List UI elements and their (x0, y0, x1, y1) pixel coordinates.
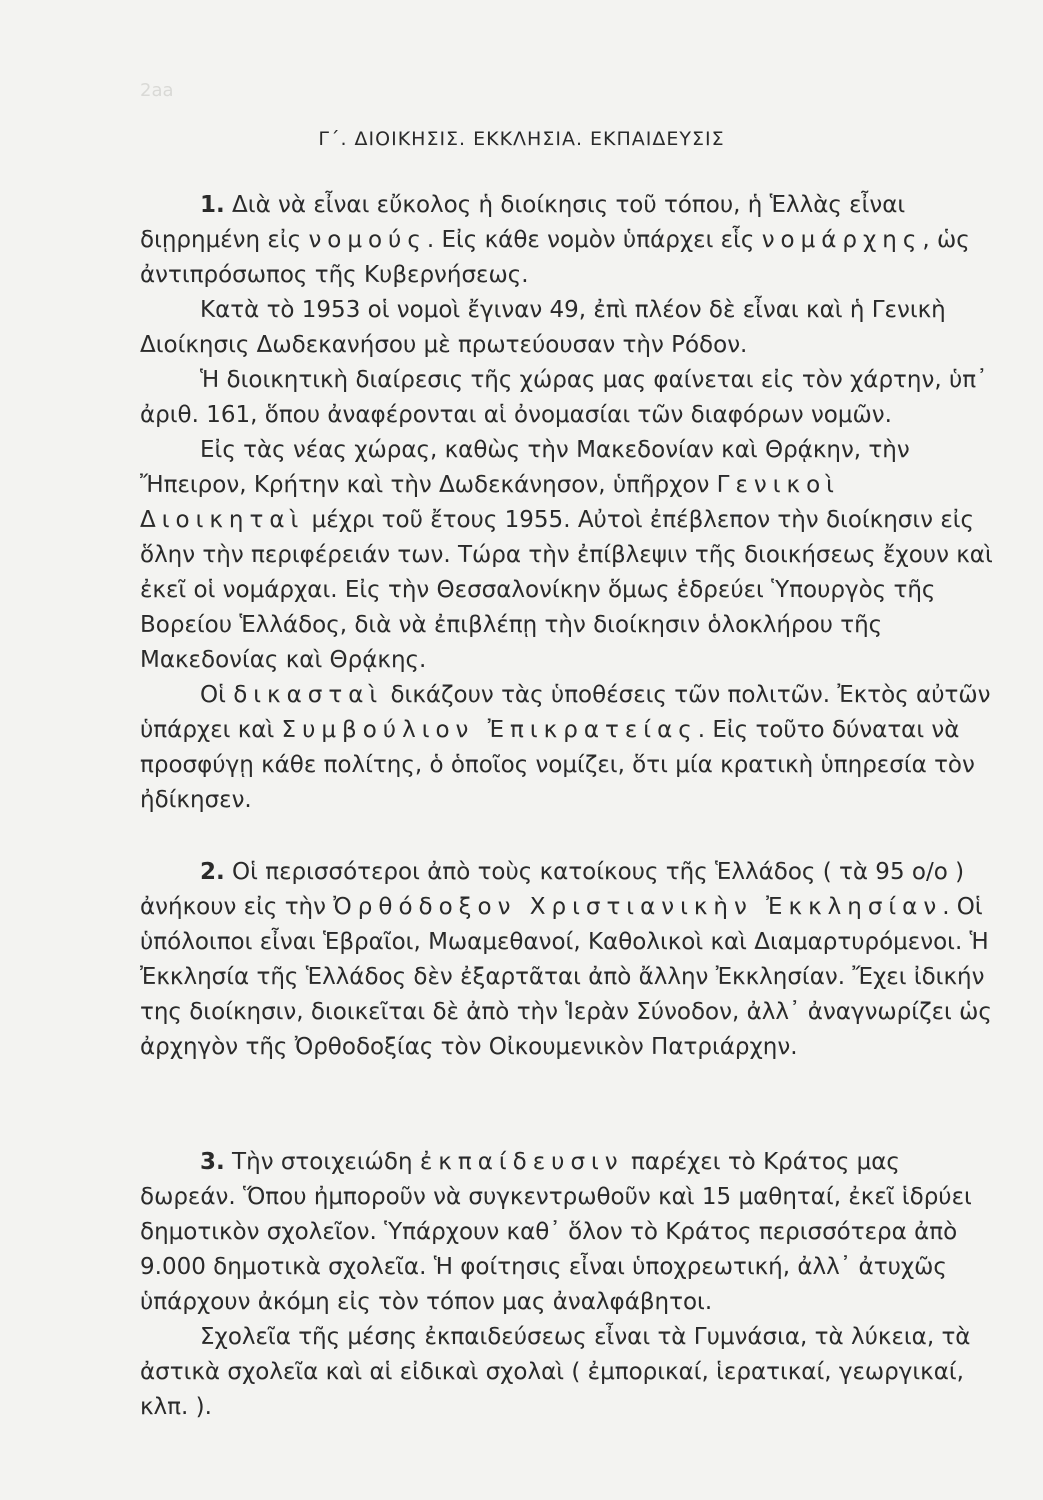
section-title: Γ΄. ΔΙΟΙΚΗΣΙΣ. ΕΚΚΛΗΣΙΑ. ΕΚΠΑΙΔΕΥΣΙΣ (318, 128, 725, 150)
text-run: Εἰς τὰς νέας χώρας, καθὼς τὴν Μακεδονίαν καὶ Θρᾴκην, τὴν Ἤπειρον, Κρήτην καὶ τὴν Δωδεκάνησον, ὑπῆρχον (140, 437, 910, 498)
text-run: , ὡς ἀντιπρόσωπος τῆς Κυβερνήσεως. (140, 227, 970, 288)
section-2 (140, 855, 1000, 1065)
spaced-term-dikastai: δικασταὶ (233, 682, 384, 708)
text-run: Τὴν στοιχειώδη (224, 1149, 420, 1175)
paragraph-1-5 (140, 678, 1000, 818)
paragraph-3-2: Σχολεῖα τῆς μέσης ἐκπαιδεύσεως εἶναι τὰ Γυμνάσια, τὰ λύκεια, τὰ ἀστικὰ σχολεῖα καὶ αἱ εἰδικαὶ σχολαὶ ( ἐμπορικαί, ἱερατικαί, γεωργικαί, κλπ. ). (140, 1324, 971, 1420)
paragraph-2-1 (140, 855, 1000, 1065)
spaced-term-nomous: νομούς (308, 227, 427, 253)
text-run: . Εἰς τοῦτο δύναται νὰ προσφύγῃ κάθε πολίτης, ὁ ὁποῖος νομίζει, ὅτι μία κρατικὴ ὑπηρεσία τὸν ἠδίκησεν. (140, 717, 975, 813)
text-run: Οἱ περισσότεροι ἀπὸ τοὺς κατοίκους τῆς Ἑλλάδος ( τὰ 95 ο/ο ) ἀνήκουν εἰς τὴν (140, 859, 965, 920)
paragraph-1-3: Ἡ διοικητικὴ διαίρεσις τῆς χώρας μας φαίνεται εἰς τὸν χάρτην, ὑπ᾿ ἀριθ. 161, ὅπου ἀναφέρονται αἱ ὀνομασίαι τῶν διαφόρων νομῶν. (140, 367, 988, 428)
paragraph-1-2: Κατὰ τὸ 1953 οἱ νομοὶ ἔγιναν 49, ἐπὶ πλέον δὲ εἶναι καὶ ἡ Γενικὴ Διοίκησις Δωδεκανήσου μὲ πρωτεύουσαν τὴν Ρόδον. (140, 297, 946, 358)
text-run: Διὰ νὰ εἶναι εὔκολος ἡ διοίκησις τοῦ τόπου, ἡ Ἑλλὰς εἶναι διῃρημένη εἰς (140, 192, 906, 253)
paragraph-1-4 (140, 433, 1000, 678)
section-3 (140, 1145, 1000, 1425)
paragraph-1-1 (140, 188, 1000, 293)
section-1 (140, 188, 1000, 818)
text-run: . Εἰς κάθε νομὸν ὑπάρχει εἷς (426, 227, 762, 253)
text-run: παρέχει τὸ Κράτος μας δωρεάν. Ὅπου ἠμποροῦν νὰ συγκεντρωθοῦν καὶ 15 μαθηταί, ἐκεῖ ἱδρύει δημοτικὸν σχολεῖον. Ὑπάρχουν καθ᾿ ὅλον τὸ Κράτος περισσότερα ἀπὸ 9.000 δημοτικὰ σχολεῖα. Ἡ φοίτησις εἶναι ὑποχρεωτική, ἀλλ᾿ ἀτυχῶς ὑπάρχουν ἀκόμη εἰς τὸν τόπον μας ἀναλφάβητοι. (140, 1149, 972, 1315)
paragraph-3-1 (140, 1145, 1000, 1320)
spaced-term-symvoulion-epikrateias: Συμβούλιον Ἐπικρατείας (281, 717, 698, 743)
spaced-term-nomarchis: νομάρχης (761, 227, 923, 253)
section-number-3: 3. (200, 1149, 225, 1175)
text-run: δικάζουν τὰς ὑποθέσεις τῶν πολιτῶν. Ἐκτὸς αὐτῶν ὑπάρχει καὶ (140, 682, 991, 743)
spaced-term-ekpaideusin: ἐκπαίδευσιν (419, 1149, 624, 1175)
spaced-term-genikoi-dioikitai: Γενικοὶ Διοικηταὶ (140, 472, 840, 533)
section-number-2: 2. (200, 859, 225, 885)
section-number-1: 1. (200, 192, 225, 218)
text-run: μέχρι τοῦ ἔτους 1955. Αὐτοὶ ἐπέβλεπον τὴν διοίκησιν εἰς ὅλην τὴν περιφέρειάν των. Τώρα τὴν ἐπίβλεψιν τῆς διοικήσεως ἔχουν καὶ ἐκεῖ οἱ νομάρχαι. Εἰς τὴν Θεσσαλονίκην ὅμως ἑδρεύει Ὑπουργὸς τῆς Βορείου Ἑλλάδος, διὰ νὰ ἐπιβλέπῃ τὴν διοίκησιν ὁλοκλήρου τῆς Μακεδονίας καὶ Θρᾴκης. (140, 507, 993, 673)
spaced-term-orthodox-church: Ὀρθόδοξον Χριστιανικὴν Ἐκκλησίαν (333, 894, 943, 920)
page-margin-mark: 2aa (140, 80, 174, 101)
text-run: Οἱ (200, 682, 234, 708)
text-run: . Οἱ ὑπόλοιποι εἶναι Ἑβραῖοι, Μωαμεθανοί, Καθολικοὶ καὶ Διαμαρτυρόμενοι. Ἡ Ἐκκλησία τῆς Ἑλλάδος δὲν ἐξαρτᾶται ἀπὸ ἄλλην Ἐκκλησίαν. Ἔχει ἰδικήν της διοίκησιν, διοικεῖται δὲ ἀπὸ τὴν Ἱερὰν Σύνοδον, ἀλλ᾿ ἀναγνωρίζει ὡς ἀρχηγὸν τῆς Ὀρθοδοξίας τὸν Οἰκουμενικὸν Πατριάρχην. (140, 894, 992, 1060)
